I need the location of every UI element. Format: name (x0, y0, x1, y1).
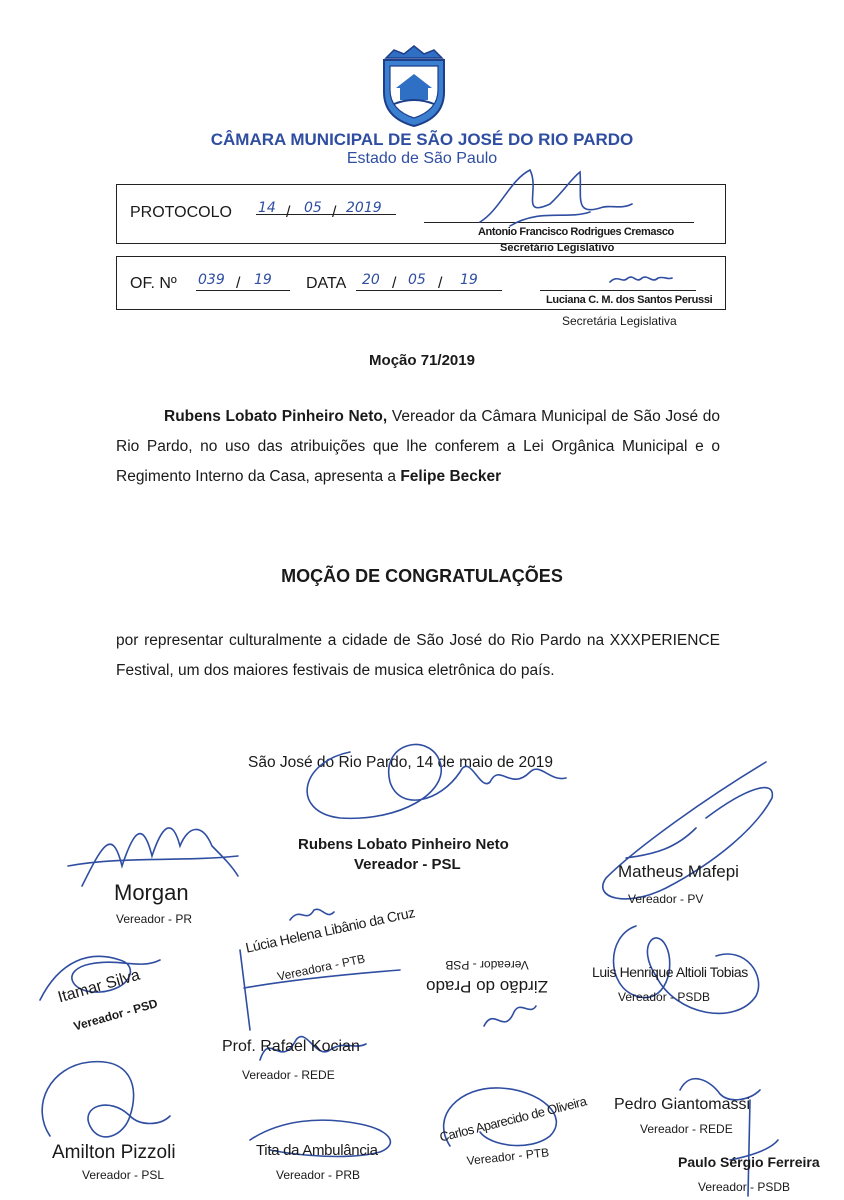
signatory-name: Carlos Aparecido de Oliveira (438, 1093, 588, 1145)
protocol-signer-name: Antonio Francisco Rodrigues Cremasco (478, 226, 674, 238)
intro-text: Vereador da Câmara Municipal de São José do Rio Pardo, no uso das atribuições que lhe conferem a Lei Orgânica Municipal e o Regimento Interno da Casa, apresenta a (116, 408, 720, 485)
signatory-name: Zirdão do Prado (426, 977, 548, 996)
municipal-crest-icon (378, 44, 450, 128)
protocol-signer-role: Secretário Legislativo (500, 242, 615, 254)
office-number-line (196, 290, 290, 291)
signatory-name: Paulo Sérgio Ferreira (678, 1154, 820, 1170)
office-signature (606, 270, 676, 290)
protocol-label: PROTOCOLO (130, 204, 232, 221)
state-subtitle: Estado de São Paulo (346, 150, 498, 167)
signatory-name: Luis Henrique Altioli Tobias (592, 964, 748, 980)
signatory-name: Itamar Silva (56, 966, 142, 1007)
signatory-name: Pedro Giantomassi (614, 1096, 751, 1113)
intro-paragraph (116, 402, 720, 492)
protocol-date-sep: / (332, 204, 337, 221)
signatory-role: Vereador - REDE (242, 1068, 335, 1082)
institution-title: CÂMARA MUNICIPAL DE SÃO JOSÉ DO RIO PARDO (210, 130, 634, 149)
signatory-name: Tita da Ambulância (256, 1142, 378, 1159)
signatory-role: Vereador - PSDB (698, 1180, 791, 1194)
signature-amilton (30, 1046, 180, 1156)
date-sep: / (438, 275, 443, 292)
signatory-role: Vereador - PV (628, 892, 704, 906)
signature-zirdao (480, 996, 540, 1036)
date-label: DATA (306, 275, 347, 292)
place-date: São José do Rio Pardo, 14 de maio de 2019 (248, 754, 554, 771)
signatory-role: Vereador - REDE (640, 1122, 733, 1136)
protocol-signature (470, 160, 640, 240)
office-signer-name: Luciana C. M. dos Santos Perussi (546, 294, 713, 306)
signature-tita (240, 1100, 410, 1170)
signatory-name: Morgan (114, 880, 189, 905)
date-sep: / (392, 275, 397, 292)
author-name: Rubens Lobato Pinheiro Neto (298, 836, 509, 853)
signatory-role: Vereador - PTB (466, 1145, 550, 1168)
motion-type-heading: MOÇÃO DE CONGRATULAÇÕES (281, 566, 563, 586)
office-number-sep: / (236, 275, 241, 292)
protocol-month: 05 (304, 200, 322, 216)
recipient-name: Felipe Becker (400, 468, 502, 485)
office-number-label: OF. Nº (130, 275, 177, 292)
signatory-name: Lúcia Helena Libânio da Cruz (244, 904, 417, 956)
signatory-role: Vereadora - PTB (276, 951, 367, 984)
office-year: 19 (254, 272, 272, 288)
office-signature-line (540, 290, 696, 291)
author-signature (290, 722, 570, 832)
signatory-name: Prof. Rafael Kocian (222, 1038, 360, 1055)
protocol-day: 14 (258, 200, 276, 216)
signatory-role: Vereador - PSDB (618, 990, 711, 1004)
date-year: 19 (460, 272, 478, 288)
signatory-role: Vereador - PSB (445, 958, 529, 972)
author-role: Vereador - PSL (354, 856, 461, 873)
signatory-name: Amilton Pizzoli (52, 1142, 176, 1163)
signatory-role: Vereador - PSD (72, 996, 160, 1034)
office-number: 039 (198, 272, 225, 288)
date-month: 05 (408, 272, 426, 288)
date-day: 20 (362, 272, 380, 288)
protocol-year: 2019 (346, 200, 382, 216)
protocol-date-sep: / (286, 204, 291, 221)
signatory-role: Vereador - PR (116, 912, 193, 926)
date-line (356, 290, 502, 291)
motion-number: Moção 71/2019 (369, 352, 475, 369)
signatory-role: Vereador - PSL (82, 1168, 165, 1182)
motion-body: por representar culturalmente a cidade de São José do Rio Pardo na XXXPERIENCE Festival, um dos maiores festivais de musica eletrônica do país. (116, 632, 720, 679)
signatory-name: Matheus Mafepi (618, 862, 739, 881)
office-signer-role: Secretária Legislativa (562, 314, 677, 328)
signatory-role: Vereador - PRB (276, 1168, 361, 1182)
author-name-inline: Rubens Lobato Pinheiro Neto, (164, 408, 388, 425)
